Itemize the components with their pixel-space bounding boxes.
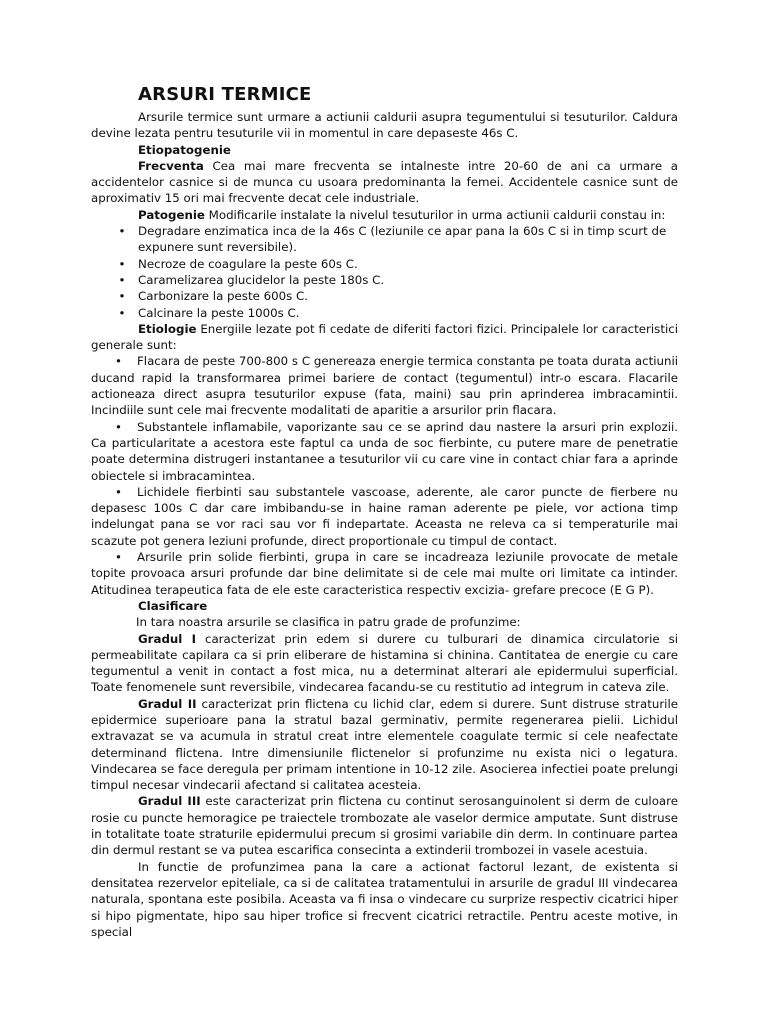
grade-1-paragraph xyxy=(91,631,678,696)
bullet-icon: • xyxy=(118,256,126,271)
bullet-icon: • xyxy=(115,550,122,565)
frecventa-text: Cea mai mare frecventa se intalneste intre 20-60 de ani ca urmare a accidentelor casnice si de munca cu usoara predominanta la femei. Accidentele casnice sunt de aproximativ 15 ori mai frecvente decat cele industriale. xyxy=(91,158,678,206)
bullet-icon: • xyxy=(115,354,122,369)
patogenie-text: Modificarile instalate la nivelul tesuturilor in urma actiunii caldurii constau in: xyxy=(204,207,666,222)
etiopatogenie-heading: Etiopatogenie xyxy=(138,142,231,157)
list-item: • Degradare enzimatica inca de la 46s C (leziunile ce apar pana la 60s C si in timp scurt de expunere sunt reversibile). xyxy=(118,224,667,255)
grade-3-paragraph xyxy=(91,793,678,858)
clasificare-intro: In tara noastra arsurile se clasifica in patru grade de profunzime: xyxy=(136,615,521,630)
grade-1-text: caracterizat prin edem si durere cu tulburari de dinamica circulatorie si permeabilitate capilara ca si prin eliberare de histamina si chinina. Cantitatea de energie cu care tegumentul a venit in contact a fost mica, nu a determinat alterari ale epidermului superficial. Toate fenomenele sunt reversibile, vindecarea facandu-se cu restitutio ad integrum in cateva zile. xyxy=(91,631,678,695)
clasificare-heading: Clasificare xyxy=(138,598,208,613)
list-item: • Caramelizarea glucidelor la peste 180s C. xyxy=(118,272,385,287)
bullet-icon: • xyxy=(115,419,122,434)
etiologie-item-solide: • Arsurile prin solide fierbinti, grupa in care se incadreaza leziunile provocate de metale topite provoaca arsuri profunde dar bine delimitate si de cele mai multe ori limitate ca intinder. Atitudinea terapeutica fata de ele este caracteristica respectiv excizia- grefare precoce (E G P). xyxy=(91,550,678,597)
patogenie-bullet-list xyxy=(91,223,678,321)
grade-3-label: Gradul III xyxy=(138,794,201,809)
grade-1-label: Gradul I xyxy=(138,631,197,646)
bullet-icon: • xyxy=(118,224,126,239)
patogenie-paragraph xyxy=(91,207,678,223)
etiologie-text: Energiile lezate pot fi cedate de diferiti factori fizici. Principalele lor caracteristici generale sunt: xyxy=(91,321,678,353)
bullet-icon: • xyxy=(118,305,126,320)
bullet-icon: • xyxy=(118,272,126,287)
intro-paragraph: Arsurile termice sunt urmare a actiunii caldurii asupra tegumentului si tesuturilor. Caldura devine lezata pentru tesuturile vii in momentul in care depaseste 46s C. xyxy=(91,110,678,141)
etiologie-label: Etiologie xyxy=(138,321,197,336)
list-item: • Carbonizare la peste 600s C. xyxy=(118,289,308,304)
frecventa-label: Frecventa xyxy=(138,158,204,173)
grade-2-paragraph xyxy=(91,696,678,794)
grade-3-text: este caracterizat prin flictena cu continut serosanguinolent si derm de culoare rosie cu puncte hemoragice pe traiectele trombozate ale vaselor dermice amputate. Sunt distruse in totalitate toate straturile epidermului precum si grosimi variabile din derm. In continuare partea din dermul restant se va putea escarifica consecinta a extinderii trombozei in vasele acestuia. xyxy=(91,794,678,858)
bullet-icon: • xyxy=(118,289,126,304)
patogenie-label: Patogenie xyxy=(138,207,205,222)
frecventa-paragraph xyxy=(91,158,678,207)
etiologie-paragraph xyxy=(91,321,678,354)
list-item: • Necroze de coagulare la peste 60s C. xyxy=(118,256,358,271)
etiologie-item-substante: • Substantele inflamabile, vaporizante sau ce se aprind dau nastere la arsuri prin explozii. Ca particularitate a acestora este faptul ca unda de soc fierbinte, cu putere mare de penetratie poate determina distrugeri instantanee a tesuturilor vii cu care vine in contact chiar fara a aprinde obiectele si imbracamintea. xyxy=(91,419,678,483)
etiologie-item-flacara: • Flacara de peste 700-800 s C genereaza energie termica constanta pe toata durata actiunii ducand rapid la transformarea primei bariere de contact (tegumentul) intr-o escara. Flacarile actioneaza direct asupra tesuturilor expuse (fata, maini) sau prin aprinderea imbracamintii. Incindiile sunt cele mai frecvente modalitati de aparitie a arsurilor prin flacara. xyxy=(91,354,678,418)
grade-2-label: Gradul II xyxy=(138,696,197,711)
grade-2-text: caracterizat prin flictena cu lichid clar, edem si durere. Sunt distruse straturile epidermice superioare pana la stratul bazal germinativ, permite regenerarea pielii. Lichidul extravazat se va acumula in stratul creat intre elementele coagulate termic si cele neafectate determinand flictena. Intre dimensiunile flictenelor si profunzime nu exista nici o legatura. Vindecarea se face deregula per primam intentione in 10-12 zile. Asocierea infectiei poate prelungi timpul necesar vindecarii afectand si calitatea acesteia. xyxy=(91,696,678,793)
etiologie-item-lichide: • Lichidele fierbinti sau substantele vascoase, aderente, ale caror puncte de fierbere nu depasesc 100s C dar care imbibandu-se in haine raman aderente pe piele, vor actiona timp indelungat pana se vor raci sau vor fi indepartate. Aceasta ne releva ca si temperaturile mai scazute pot genera leziuni profunde, direct proportionale cu timpul de contact. xyxy=(91,484,678,548)
bullet-icon: • xyxy=(115,484,122,499)
closing-paragraph: In functie de profunzimea pana la care a actionat factorul lezant, de existenta si densitatea rezervelor epiteliale, ca si de calitatea tratamentului in arsurile de gradul III vindecarea naturala, spontana este posibila. Aceasta va fi insa o vindecare cu surprize respectiv cicatrici hiper si hipo pigmentate, hipo sau hiper trofice si frecvent cicatrici retractile. Pentru aceste motive, in special xyxy=(91,859,678,939)
list-item: • Calcinare la peste 1000s C. xyxy=(118,305,300,320)
document-title: ARSURI TERMICE xyxy=(138,84,312,105)
